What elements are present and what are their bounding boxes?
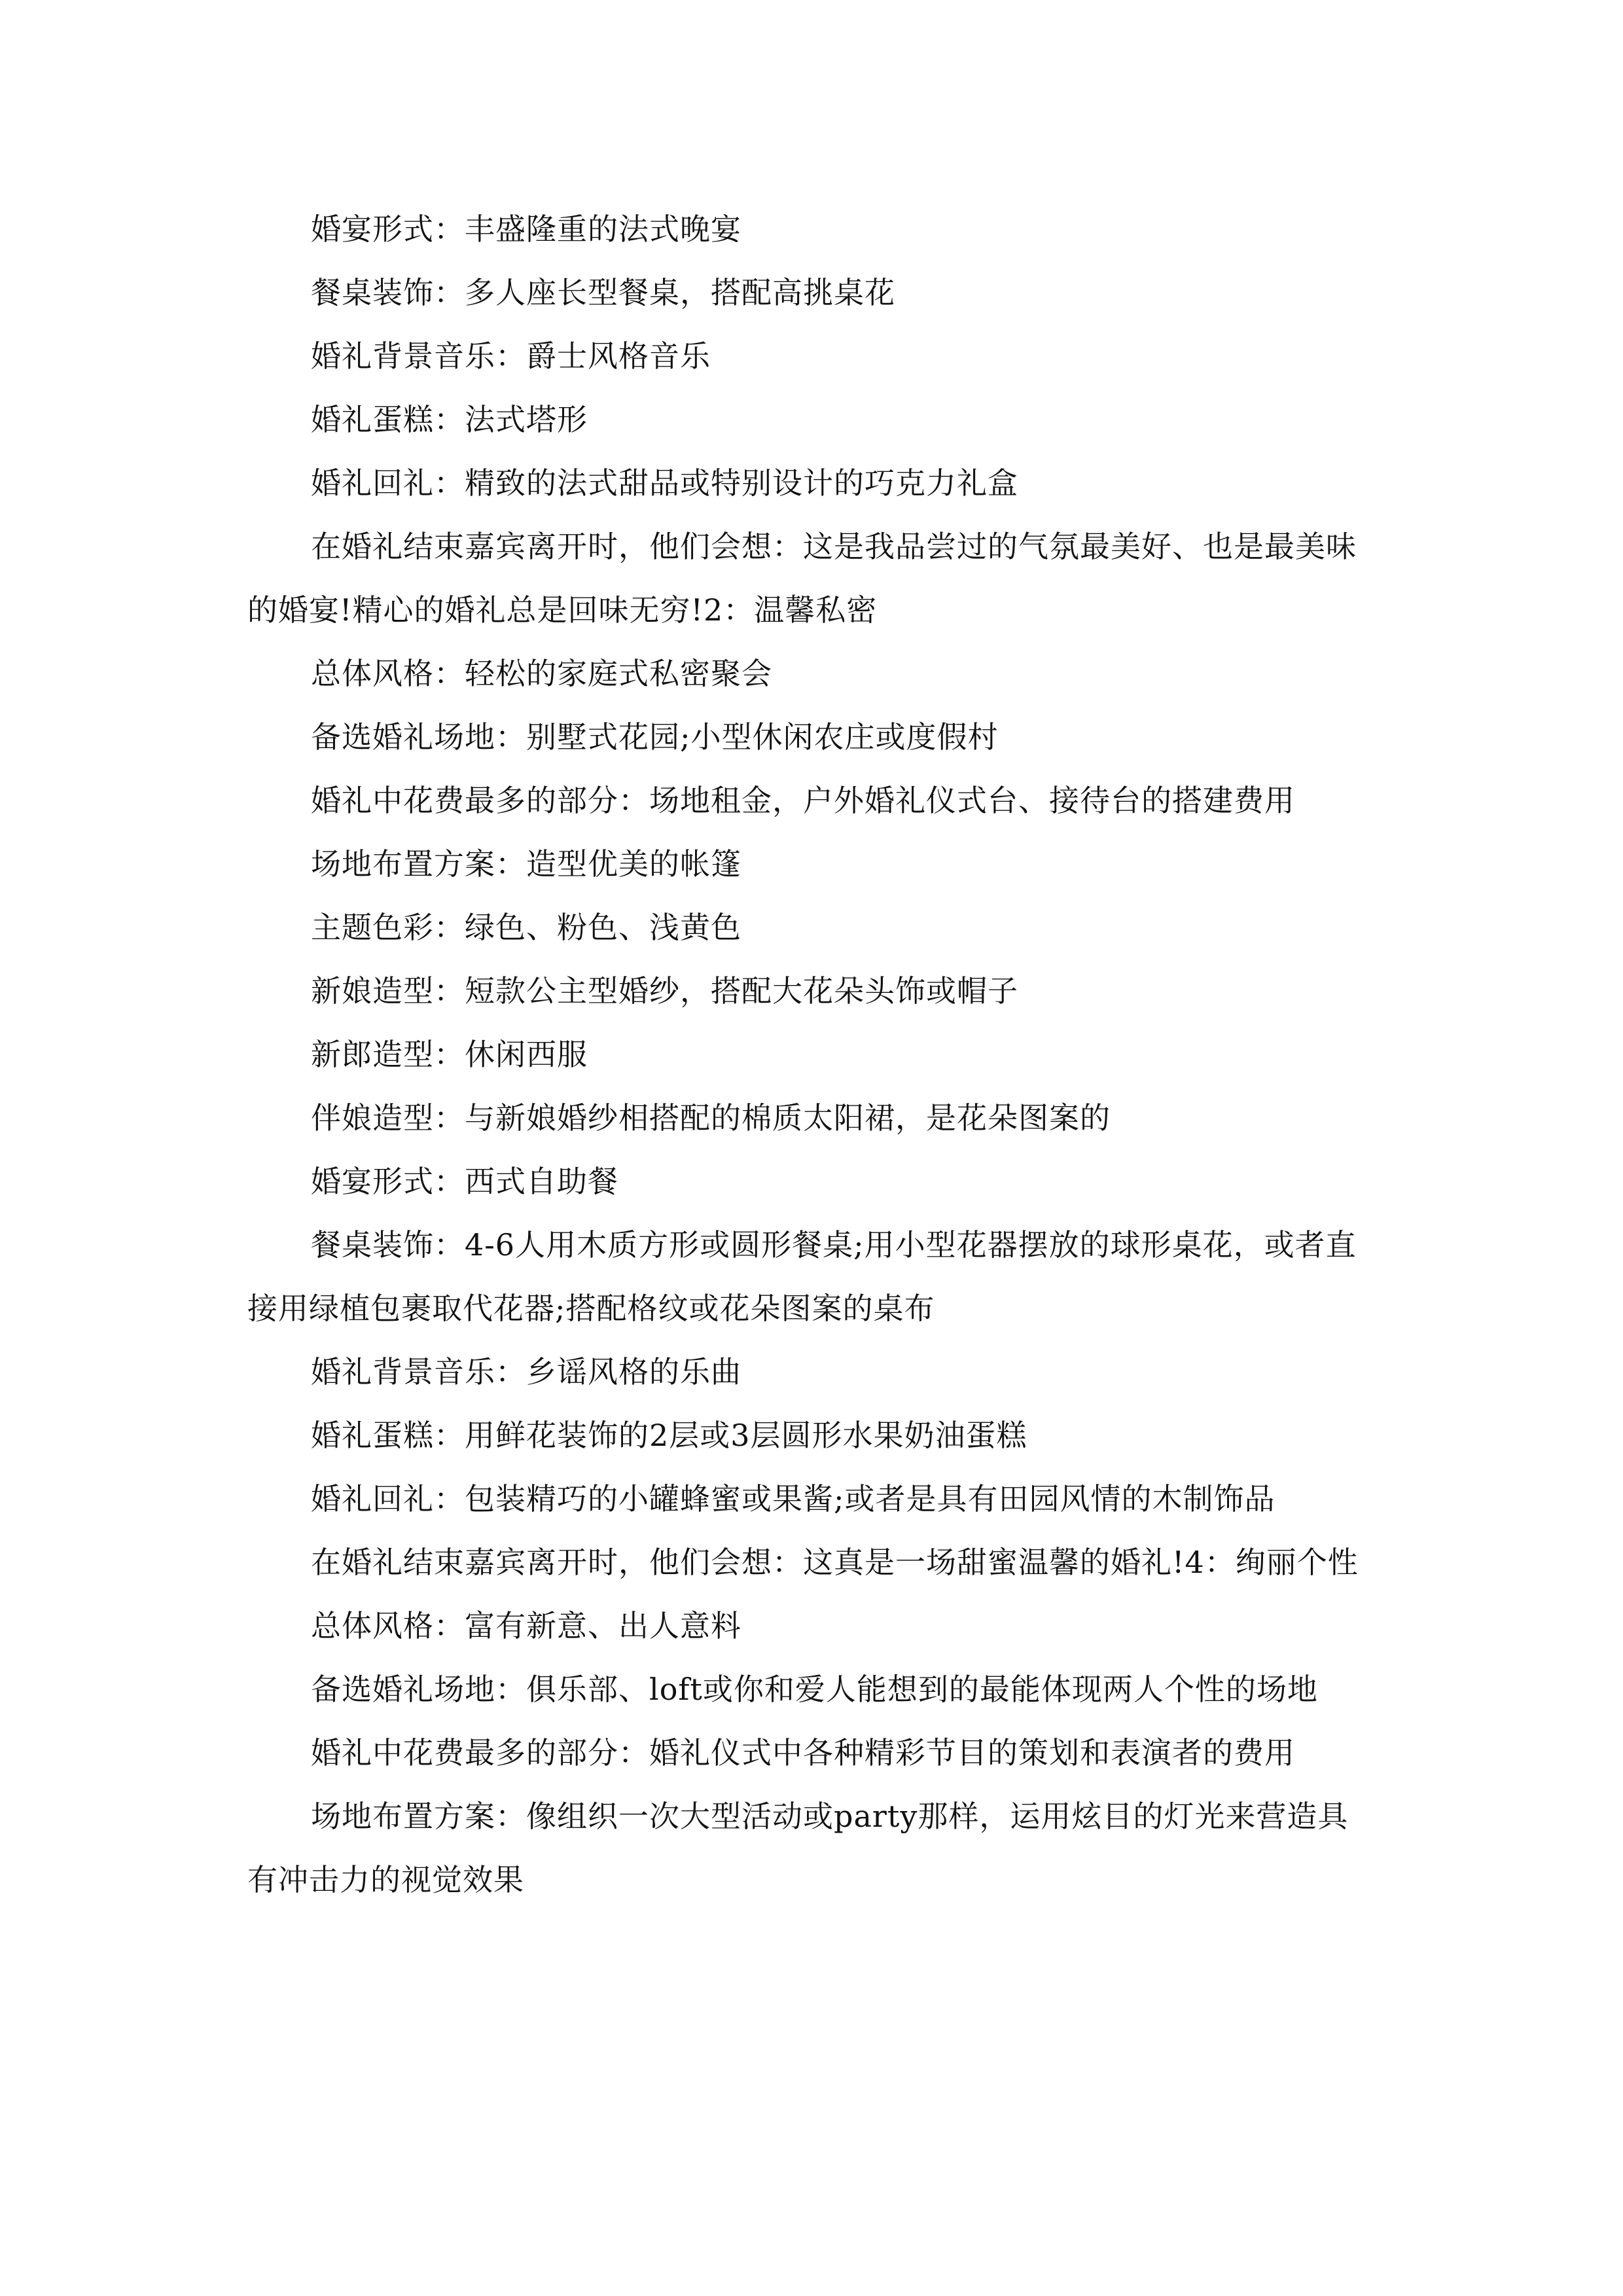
paragraph: 新娘造型：短款公主型婚纱，搭配大花朵头饰或帽子 [311,973,1018,1009]
paragraph: 餐桌装饰：4-6人用木质方形或圆形餐桌;用小型花器摆放的球形桌花，或者直接用绿植包裹取代花器;搭配格纹或花朵图案的桌布 [247,1227,1357,1326]
paragraph: 主题色彩：绿色、粉色、浅黄色 [311,910,741,945]
paragraph: 婚礼背景音乐：爵士风格音乐 [311,338,711,374]
paragraph: 餐桌装饰：多人座长型餐桌，搭配高挑桌花 [311,275,895,310]
document-body [247,198,1374,1912]
paragraph: 新郎造型：休闲西服 [311,1037,588,1072]
paragraph: 备选婚礼场地：俱乐部、loft或你和爱人能想到的最能体现两人个性的场地 [311,1672,1318,1707]
paragraph: 总体风格：轻松的家庭式私密聚会 [311,656,772,691]
paragraph: 在婚礼结束嘉宾离开时，他们会想：这是我品尝过的气氛最美好、也是最美味的婚宴!精心的婚礼总是回味无穷!2：温馨私密 [247,529,1357,628]
paragraph: 场地布置方案：造型优美的帐篷 [311,846,741,882]
paragraph: 婚礼回礼：包装精巧的小罐蜂蜜或果酱;或者是具有田园风情的木制饰品 [311,1481,1275,1516]
paragraph: 伴娘造型：与新娘婚纱相搭配的棉质太阳裙，是花朵图案的 [311,1100,1111,1136]
paragraph: 婚礼背景音乐：乡谣风格的乐曲 [311,1354,741,1390]
paragraph: 在婚礼结束嘉宾离开时，他们会想：这真是一场甜蜜温馨的婚礼!4：绚丽个性 [311,1545,1359,1580]
paragraph: 备选婚礼场地：别墅式花园;小型休闲农庄或度假村 [311,719,999,755]
paragraph: 婚礼中花费最多的部分：场地租金，户外婚礼仪式台、接待台的搭建费用 [311,783,1295,818]
paragraph: 婚宴形式：丰盛隆重的法式晚宴 [311,211,741,247]
paragraph: 场地布置方案：像组织一次大型活动或party那样，运用炫目的灯光来营造具有冲击力的视觉效果 [247,1799,1349,1897]
paragraph: 婚礼蛋糕：法式塔形 [311,402,588,437]
paragraph: 婚礼中花费最多的部分：婚礼仪式中各种精彩节目的策划和表演者的费用 [311,1735,1295,1770]
paragraph: 婚礼回礼：精致的法式甜品或特别设计的巧克力礼盒 [311,465,1018,501]
paragraph: 婚礼蛋糕：用鲜花装饰的2层或3层圆形水果奶油蛋糕 [311,1418,1027,1453]
paragraph: 婚宴形式：西式自助餐 [311,1164,618,1199]
paragraph: 总体风格：富有新意、出人意料 [311,1608,741,1643]
